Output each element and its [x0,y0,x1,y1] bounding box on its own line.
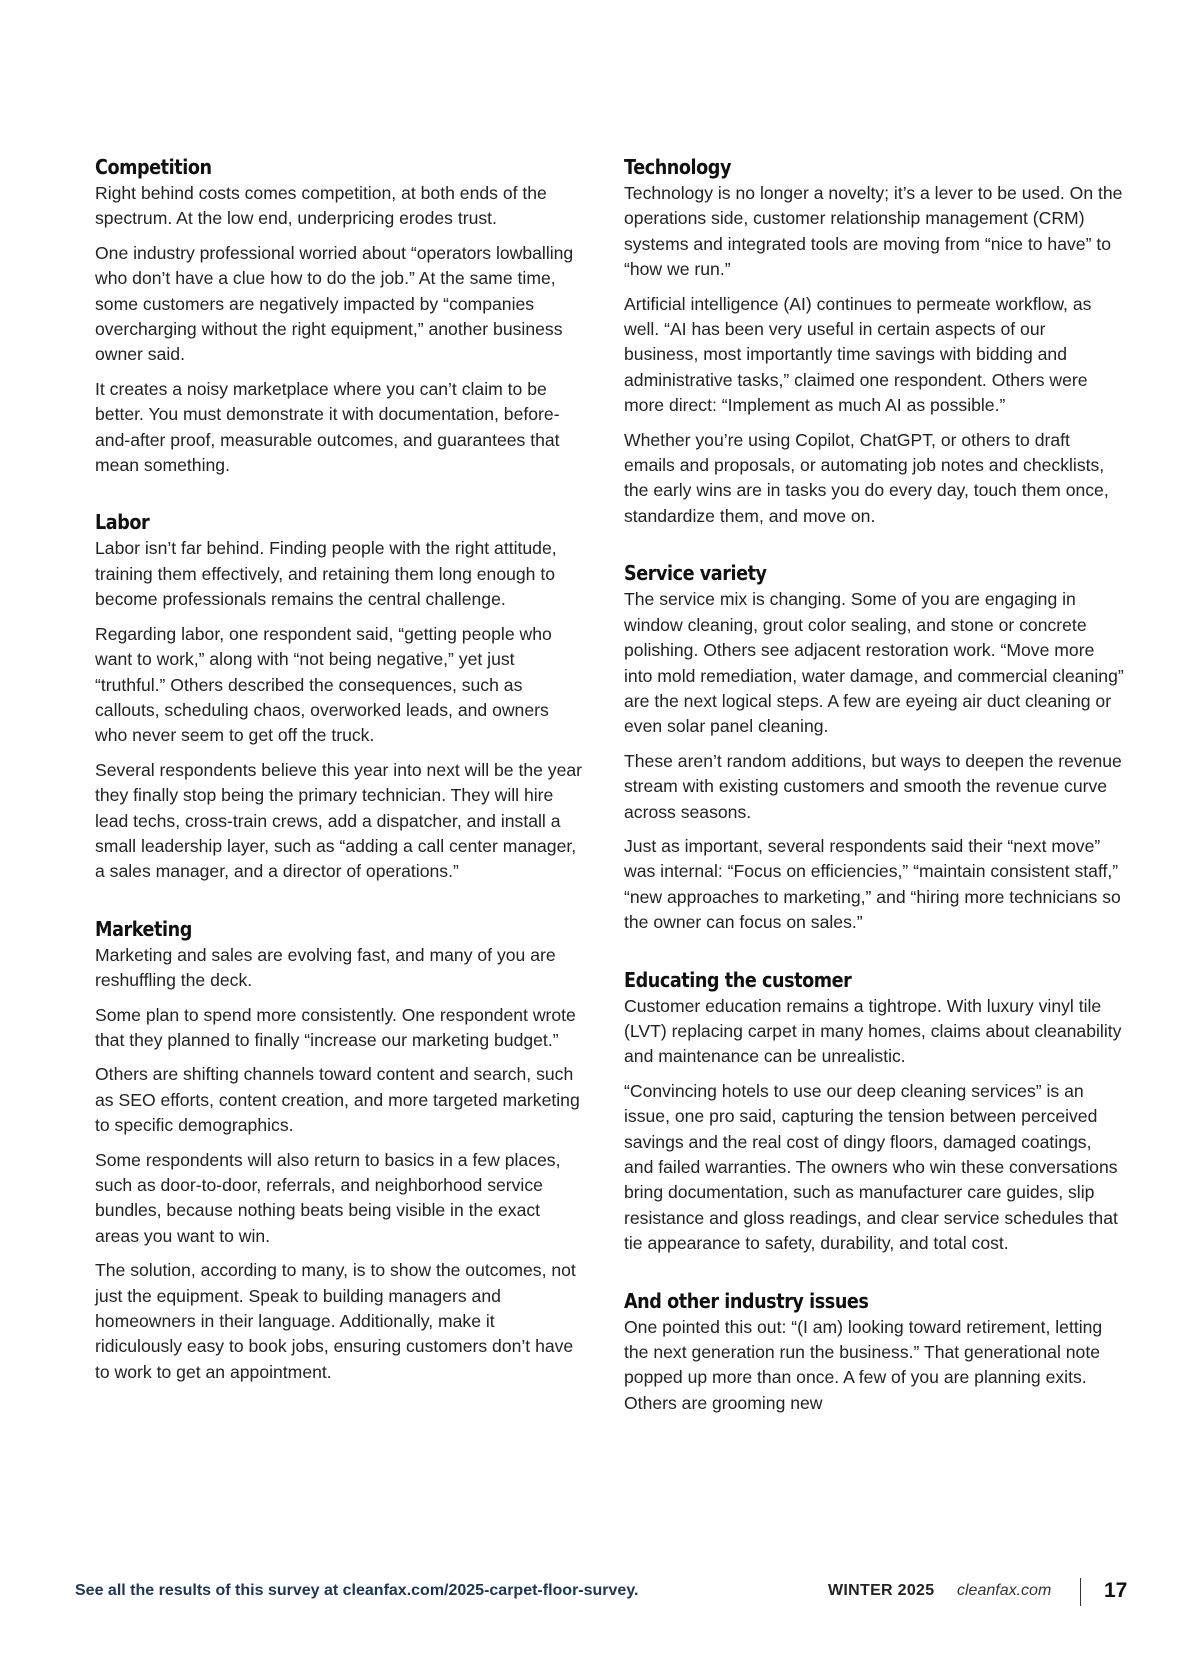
survey-results-link[interactable]: See all the results of this survey at cleanfax.com/2025-carpet-floor-survey. [75,1582,639,1599]
section-other-issues [624,1289,1124,1417]
footer-divider [1080,1578,1081,1606]
paragraph: One industry professional worried about “operators lowballing who don’t have a clue how to do the job.” At the same time, some customers are negatively impacted by “companies overcharging without the right equipment,” another business owner said. [95,242,574,365]
paragraph: Artificial intelligence (AI) continues to permeate workflow, as well. “AI has been very useful in certain aspects of our business, most importantly time savings with bidding and administrative tasks,” claimed one respondent. Others were more direct: “Implement as much AI as possible.” [624,293,1092,416]
paragraph: Regarding labor, one respondent said, “getting people who want to work,” along with “not being negative,” yet just “truthful.” Others described the consequences, such as callouts, scheduling chaos, overworked leads, and owners who never seem to get off the truck. [95,623,552,746]
section-heading: Marketing [95,916,192,941]
paragraph: The solution, according to many, is to show the outcomes, not just the equipment. Speak to building managers and homeowners in their language. Additionally, make it ridiculously easy to book jobs, ensuring customers don’t have to work to get an appointment. [95,1260,576,1382]
section-technology [624,155,1124,529]
section-service-variety [624,561,1124,935]
section-competition [95,155,585,478]
page-number: 17 [1104,1579,1128,1602]
paragraph: Customer education remains a tightrope. With luxury vinyl tile (LVT) replacing carpet in many homes, claims about cleanability and maintenance can be unrealistic. [624,995,1122,1067]
paragraph: Several respondents believe this year into next will be the year they finally stop being the primary technician. They will hire lead techs, cross-train crews, add a dispatcher, and install a small leadership layer, such as “adding a call center manager, a sales manager, and a director of operations.” [95,759,583,882]
section-heading: And other industry issues [624,1288,869,1313]
paragraph: Whether you’re using Copilot, ChatGPT, or others to draft emails and proposals, or automating job notes and checklists, the early wins are in tasks you do every day, touch them once, standardize them, and move on. [624,429,1109,526]
right-column [624,155,1124,1434]
section-heading: Service variety [624,561,767,586]
paragraph: The service mix is changing. Some of you are engaging in window cleaning, grout color sealing, and stone or concrete polishing. Others see adjacent restoration work. “Move more into mold remediation, water damage, and commercial cleaning” are the next logical steps. A few are eyeing air duct cleaning or even solar panel cleaning. [624,589,1124,737]
issue-label: WINTER 2025 [828,1582,935,1599]
section-marketing [95,917,585,1386]
paragraph: Labor isn’t far behind. Finding people with the right attitude, training them effectively, and retaining them long enough to become professionals remains the central challenge. [95,538,557,610]
paragraph: Some plan to spend more consistently. One respondent wrote that they planned to finally “increase our marketing budget.” [95,1004,576,1050]
paragraph: It creates a noisy marketplace where you can’t claim to be better. You must demonstrate it with documentation, before-and-after proof, measurable outcomes, and guarantees that mean something. [95,378,560,476]
paragraph: Right behind costs comes competition, at both ends of the spectrum. At the low end, underpricing erodes trust. [95,183,547,229]
section-heading: Educating the customer [624,967,852,992]
section-labor [95,510,585,884]
paragraph: “Convincing hotels to use our deep cleaning services” is an issue, one pro said, capturing the tension between perceived savings and the real cost of dingy floors, damaged coatings, and failed warranties. The owners who win these conversations bring documentation, such as manufacturer care guides, slip resistance and gloss readings, and clear service schedules that tie appearance to safety, durability, and total cost. [624,1080,1118,1254]
site-name: cleanfax.com [957,1582,1052,1599]
paragraph: Just as important, several respondents said their “next move” was internal: “Focus on efficiencies,” “maintain consistent staff,” “new approaches to marketing,” and “hiring more technicians so the owner can focus on sales.” [624,835,1121,933]
paragraph: Technology is no longer a novelty; it’s a lever to be used. On the operations side, customer relationship management (CRM) systems and integrated tools are moving from “nice to have” to “how we run.” [624,183,1123,280]
section-heading: Technology [624,155,731,179]
section-educating-customer [624,968,1124,1257]
section-heading: Labor [95,510,150,535]
left-column [95,155,585,1403]
paragraph: One pointed this out: “(I am) looking toward retirement, letting the next generation run the business.” That generational note popped up more than once. A few of you are planning exits. Others are grooming new [624,1316,1103,1413]
section-heading: Competition [95,155,212,179]
paragraph: Others are shifting channels toward content and search, such as SEO efforts, content creation, and more targeted marketing to specific demographics. [95,1064,580,1136]
paragraph: Some respondents will also return to basics in a few places, such as door-to-door, referrals, and neighborhood service bundles, because nothing beats being visible in the exact areas you want to win. [95,1149,561,1246]
paragraph: Marketing and sales are evolving fast, and many of you are reshuffling the deck. [95,944,556,991]
paragraph: These aren’t random additions, but ways to deepen the revenue stream with existing customers and smooth the revenue curve across seasons. [624,750,1122,822]
page-footer [0,1578,1200,1610]
